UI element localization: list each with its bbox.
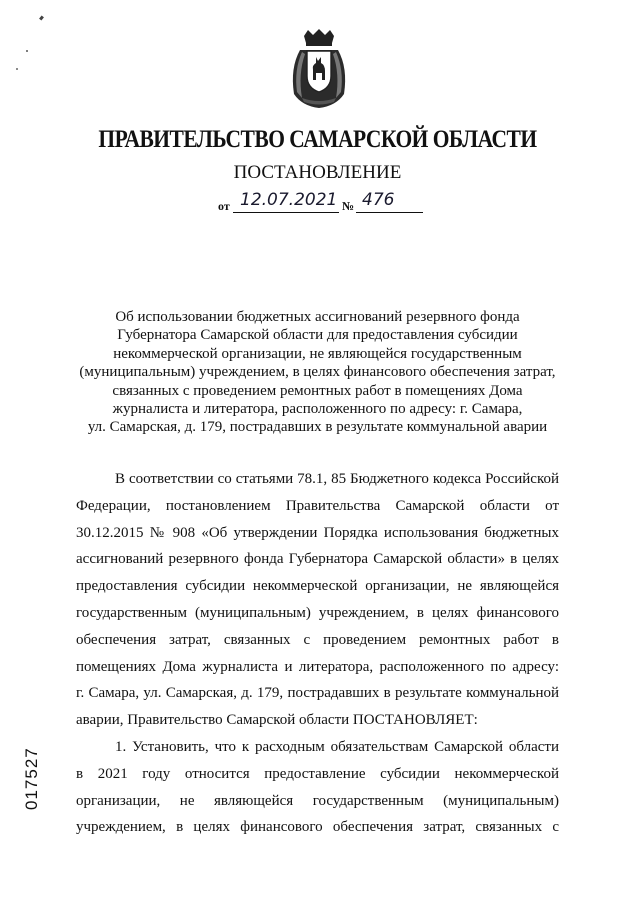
- scan-speck: [39, 16, 44, 21]
- scan-speck: [26, 50, 28, 52]
- document-type: ПОСТАНОВЛЕНИЕ: [233, 162, 402, 183]
- title-line: ул. Самарская, д. 179, пострадавших в результате коммунальной аварии: [87, 419, 548, 436]
- date-underline: [233, 212, 339, 213]
- number-handwritten: 476: [362, 190, 395, 210]
- government-name: ПРАВИТЕЛЬСТВО САМАРСКОЙ ОБЛАСТИ: [98, 126, 537, 153]
- document-title: [60, 308, 575, 437]
- clause-line: 1. Установить, что к расходным обязательствам Самарской области: [115, 738, 559, 755]
- samara-coat-of-arms-icon: [288, 28, 350, 110]
- title-line: некоммерческой организации, не являющейся государственным: [113, 345, 522, 362]
- number-label: №: [342, 199, 355, 213]
- preamble-line: обеспечения затрат, связанных с проведением ремонтных работ в: [76, 631, 559, 648]
- title-line: (муниципальным) учреждением, в целях финансового обеспечения затрат,: [79, 364, 556, 381]
- clause-line: учреждением, в целях финансового обеспечения затрат, связанных с: [76, 819, 559, 836]
- preamble-line: Федерации, постановлением Правительства Самарской области от: [76, 497, 559, 514]
- preamble-line: 30.12.2015 № 908 «Об утверждении Порядка использования бюджетных: [76, 524, 559, 541]
- preamble-line: В соответствии со статьями 78.1, 85 Бюджетного кодекса Российской: [115, 471, 559, 487]
- clause-line: в 2021 году относится предоставление субсидии некоммерческой: [76, 765, 559, 782]
- scan-speck: [16, 68, 18, 70]
- preamble-line: предоставления субсидии некоммерческой организации, не являющейся: [76, 578, 559, 595]
- preamble-line: г. Самара, ул. Самарская, д. 179, пострадавших в результате коммунальной: [76, 685, 559, 702]
- title-line: Об использовании бюджетных ассигнований резервного фонда: [115, 309, 520, 325]
- document-body: [76, 466, 559, 841]
- serial-number: 017527: [22, 747, 41, 810]
- preamble-line: аварии, Правительство Самарской области ПОСТАНОВЛЯЕТ:: [76, 712, 478, 729]
- clause-line: организации, не являющейся государственным (муниципальным): [76, 792, 559, 809]
- preamble-line: государственным (муниципальным) учреждением, в целях финансового: [76, 604, 559, 621]
- title-line: журналиста и литератора, расположенного по адресу: г. Самара,: [112, 401, 523, 418]
- title-line: связанных с проведением ремонтных работ в помещениях Дома: [112, 382, 523, 399]
- preamble-line: помещениях Дома журналиста и литератора, расположенного по адресу:: [76, 658, 559, 675]
- title-line: Губернатора Самарской области для предоставления субсидии: [117, 327, 518, 344]
- preamble-line: ассигнований резервного фонда Губернатора Самарской области» в целях: [76, 551, 559, 568]
- from-label: от: [218, 199, 230, 213]
- date-handwritten: 12.07.2021: [240, 190, 338, 210]
- number-underline: [356, 212, 423, 213]
